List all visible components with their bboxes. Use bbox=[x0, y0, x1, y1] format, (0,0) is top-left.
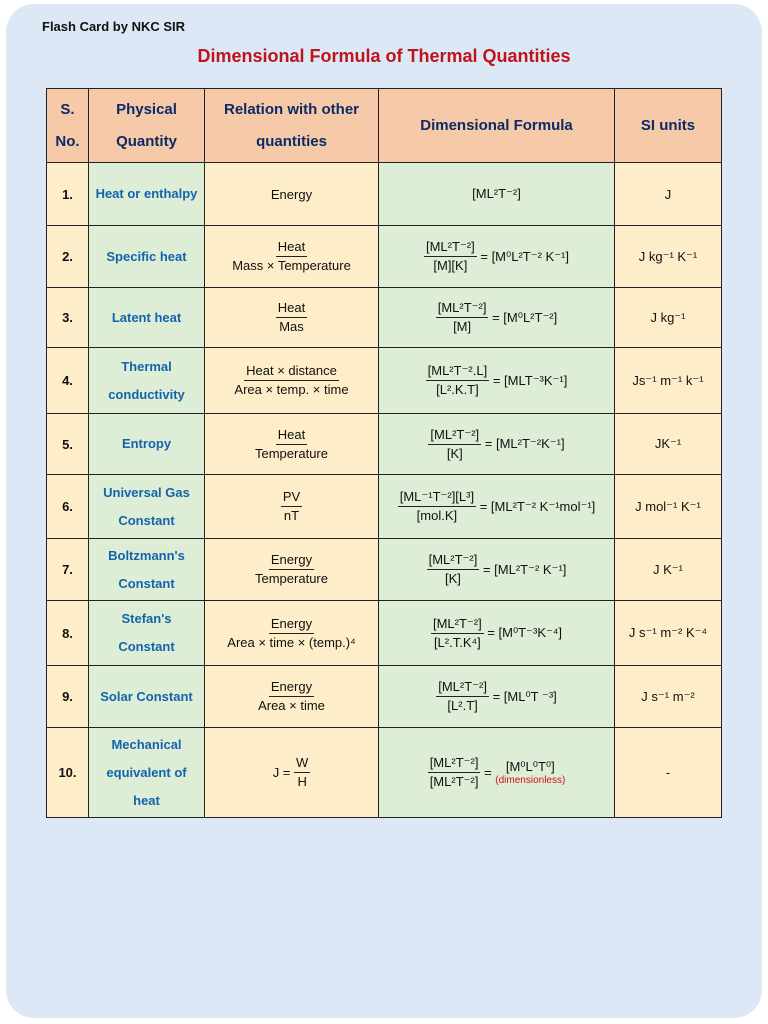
quantity-name: Latent heat bbox=[89, 288, 205, 348]
relation-fraction: $\frac{\text{Heat}}{\text{Mas}}$ bbox=[277, 300, 306, 334]
si-unit: J K⁻¹ bbox=[615, 539, 722, 601]
dimension-result: = [MLT⁻³K⁻¹] bbox=[492, 372, 568, 388]
table-header-row bbox=[47, 89, 722, 163]
dimension-fraction: $\frac{\text{[ML²T⁻²]}}{\text{[L².T]}}$ bbox=[438, 679, 487, 713]
si-unit: J s⁻¹ m⁻² K⁻⁴ bbox=[615, 601, 722, 666]
dimension-cell bbox=[379, 539, 615, 601]
quantity-name: Heat or enthalpy bbox=[89, 163, 205, 226]
dimension-text: [ML²T⁻²] bbox=[472, 186, 521, 201]
table-row bbox=[47, 348, 722, 414]
relation-cell bbox=[205, 728, 379, 818]
relation-fraction: $\frac{PV}{nT}$ bbox=[282, 489, 301, 523]
relation-cell bbox=[205, 601, 379, 666]
dimensionless-note: (dimensionless) bbox=[495, 774, 566, 786]
relation-cell bbox=[205, 163, 379, 226]
dimension-cell bbox=[379, 475, 615, 539]
relation-cell bbox=[205, 539, 379, 601]
dimension-result: = bbox=[484, 765, 492, 780]
relation-cell bbox=[205, 288, 379, 348]
quantity-name: Entropy bbox=[89, 414, 205, 475]
row-number: 10. bbox=[47, 728, 89, 818]
relation-fraction: $\frac{\text{Energy}}{\text{Temperature}}$ bbox=[255, 552, 328, 586]
relation-fraction: $\frac{\text{Heat × distance}}{\text{Area × temp. × time}}$ bbox=[234, 363, 349, 397]
row-number: 9. bbox=[47, 666, 89, 728]
row-number: 5. bbox=[47, 414, 89, 475]
dimension-result: = [ML²T⁻² K⁻¹] bbox=[482, 561, 567, 577]
relation-fraction: $\frac{W}{H}$ bbox=[296, 755, 309, 789]
dimension-fraction: $\frac{\text{[ML²T⁻²]}}{[M][K]}$ bbox=[425, 239, 475, 273]
table-row bbox=[47, 601, 722, 666]
si-unit: J mol⁻¹ K⁻¹ bbox=[615, 475, 722, 539]
table-row bbox=[47, 414, 722, 475]
header-relation: Relation with other quantities bbox=[205, 89, 379, 163]
relation-cell bbox=[205, 475, 379, 539]
si-unit: JK⁻¹ bbox=[615, 414, 722, 475]
relation-fraction: $\frac{\text{Energy}}{\text{Area × time × (temp.)⁴}}$ bbox=[227, 615, 356, 650]
dimension-fraction: $\frac{\text{[ML²T⁻²]}}{\text{[ML²T⁻²]}}$ bbox=[429, 755, 479, 789]
relation-prefix: J = bbox=[272, 765, 291, 780]
quantity-name: Thermal conductivity bbox=[89, 348, 205, 414]
si-unit: J s⁻¹ m⁻² bbox=[615, 666, 722, 728]
page-title: Dimensional Formula of Thermal Quantities bbox=[197, 46, 571, 66]
row-number: 8. bbox=[47, 601, 89, 666]
dimension-result: = [M⁰L²T⁻²] bbox=[492, 309, 558, 325]
relation-fraction: $\frac{\text{Energy}}{\text{Area × time}}$ bbox=[258, 679, 325, 713]
header-unit: SI units bbox=[615, 89, 722, 163]
dimension-cell bbox=[379, 226, 615, 288]
header-sno: S. No. bbox=[47, 89, 89, 163]
dimension-cell bbox=[379, 728, 615, 818]
dimension-cell bbox=[379, 288, 615, 348]
table-row bbox=[47, 163, 722, 226]
table-row bbox=[47, 728, 722, 818]
row-number: 4. bbox=[47, 348, 89, 414]
brand-label: Flash Card by NKC SIR bbox=[42, 19, 186, 34]
row-number: 7. bbox=[47, 539, 89, 601]
si-unit: - bbox=[615, 728, 722, 818]
relation-cell bbox=[205, 666, 379, 728]
table-row bbox=[47, 666, 722, 728]
dimension-result: = [ML²T⁻²K⁻¹] bbox=[484, 436, 565, 451]
quantity-name: Specific heat bbox=[89, 226, 205, 288]
dimension-fraction: $\frac{\text{[ML²T⁻²]}}{[M]}$ bbox=[437, 300, 487, 334]
table-row bbox=[47, 226, 722, 288]
row-number: 2. bbox=[47, 226, 89, 288]
quantity-name: Mechanical equivalent of heat bbox=[89, 728, 205, 818]
row-number: 3. bbox=[47, 288, 89, 348]
header-dimension: Dimensional Formula bbox=[379, 89, 615, 163]
quantity-name: Solar Constant bbox=[89, 666, 205, 728]
dimension-cell bbox=[379, 348, 615, 414]
relation-fraction: $\frac{\text{Heat}}{\text{Temperature}}$ bbox=[255, 426, 328, 461]
relation-cell bbox=[205, 414, 379, 475]
dimension-fraction: $\frac{\text{[ML²T⁻².L]}}{\text{[L².K.T]}}$ bbox=[427, 363, 488, 397]
dimension-cell bbox=[379, 666, 615, 728]
table-row bbox=[47, 475, 722, 539]
table-row bbox=[47, 539, 722, 601]
relation-cell bbox=[205, 226, 379, 288]
dimension-fraction: $\frac{\text{[ML²T⁻²]}}{\text{[L².T.K⁴]}}$ bbox=[432, 615, 482, 650]
dimension-result-2: [M⁰L⁰T⁰] bbox=[505, 758, 555, 774]
header-quantity: Physical Quantity bbox=[89, 89, 205, 163]
relation-text: Energy bbox=[270, 186, 313, 202]
dimension-result: = [ML²T⁻² K⁻¹mol⁻¹] bbox=[479, 498, 596, 514]
relation-fraction: $\frac{\text{Heat}}{\text{Mass × Temperature}}$ bbox=[232, 239, 351, 273]
si-unit: J kg⁻¹ K⁻¹ bbox=[615, 226, 722, 288]
quantity-name: Stefan's Constant bbox=[89, 601, 205, 666]
dimension-result: = [ML⁰T ⁻³] bbox=[492, 688, 557, 704]
relation-cell bbox=[205, 348, 379, 414]
dimension-cell bbox=[379, 601, 615, 666]
dimension-fraction: $\frac{\text{[ML²T⁻²]}}{[K]}$ bbox=[428, 552, 478, 586]
quantity-name: Boltzmann's Constant bbox=[89, 539, 205, 601]
quantity-name: Universal Gas Constant bbox=[89, 475, 205, 539]
dimension-fraction: $\frac{\text{[ML²T⁻²]}}{[K]}$ bbox=[430, 426, 480, 461]
dimension-fraction: $\frac{\text{[ML⁻¹T⁻²][L³]}}{\text{[mol.K]}}$ bbox=[399, 489, 475, 523]
si-unit: J bbox=[615, 163, 722, 226]
dimension-result: = [M⁰T⁻³K⁻⁴] bbox=[487, 625, 563, 640]
dimension-cell bbox=[379, 163, 615, 226]
row-number: 6. bbox=[47, 475, 89, 539]
si-unit: J kg⁻¹ bbox=[615, 288, 722, 348]
dimension-result: = [M⁰L²T⁻² K⁻¹] bbox=[480, 248, 569, 264]
si-unit: Js⁻¹ m⁻¹ k⁻¹ bbox=[615, 348, 722, 414]
dimension-cell bbox=[379, 414, 615, 475]
row-number: 1. bbox=[47, 163, 89, 226]
table-row bbox=[47, 288, 722, 348]
dimension-table bbox=[46, 88, 722, 818]
